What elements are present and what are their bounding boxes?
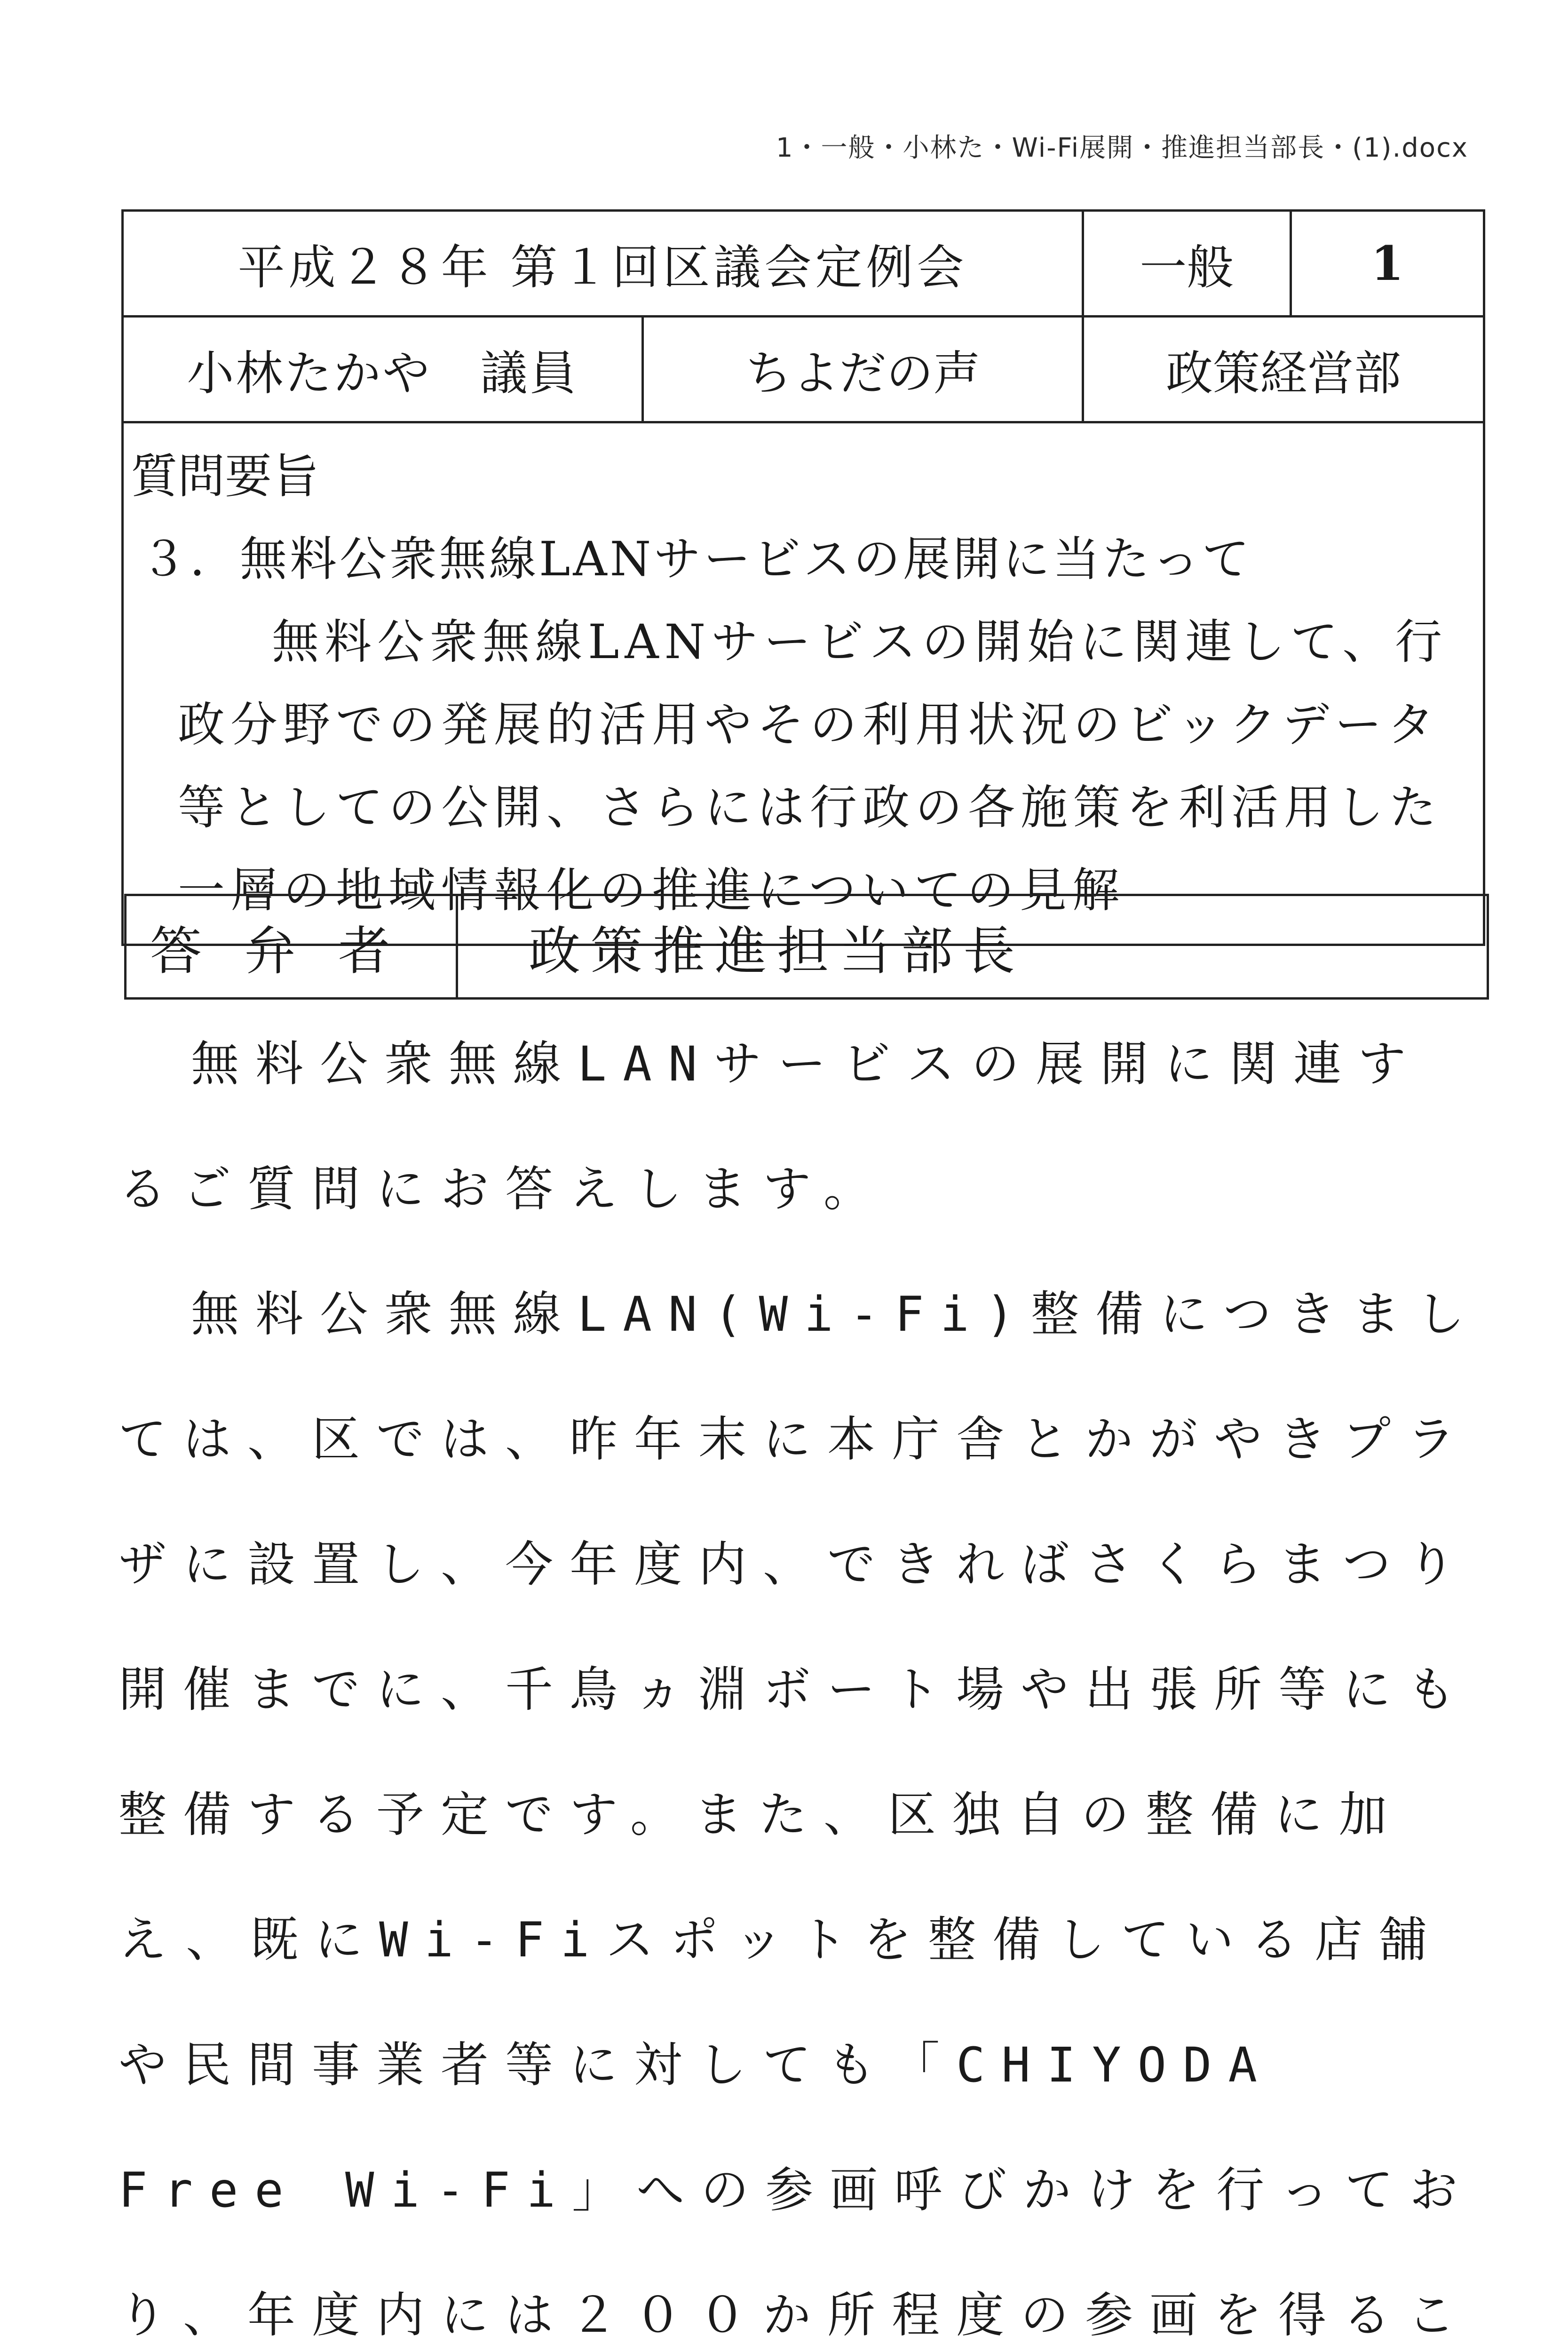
question-number: 1 (1291, 211, 1484, 317)
question-body: 無料公衆無線LANサービスの開始に関連して、行政分野での発展的活用やその利用状況のビックデータ等としての公開、さらには行政の各施策を利活用した一層の地域情報化の推進についての見解 (178, 614, 1448, 918)
answer-paragraph-2: 無料公衆無線LAN(Wi-Fi)整備につきましては、区では、昨年末に本庁舎とかがやきプラザに設置し、今年度内、できればさくらまつり開催までに、千鳥ヵ淵ボート場や出張所等にも整備する予定です。また、区独自の整備に加え、既にWi-Fiスポットを整備している店舗や民間事業者等に対しても「CHIYODA Free Wi-Fi」への参画呼びかけを行っており、年度内には２００か所程度の参画を得るこ (119, 1287, 1481, 2344)
question-table (121, 209, 1485, 946)
question-category: 一般 (1083, 211, 1291, 317)
questioner-row (123, 317, 1484, 422)
faction-name: ちよだの声 (642, 317, 1083, 422)
respondent-row (126, 895, 1488, 999)
header-row (123, 211, 1484, 317)
member-name: 小林たかや 議員 (123, 317, 643, 422)
file-name: 1・一般・小林た・Wi-Fi展開・推進担当部長・(1).docx (776, 133, 1468, 163)
question-summary-heading: 質問要旨 (131, 449, 319, 504)
session-title: 平成２８年 第１回区議会定例会 (123, 211, 1083, 317)
question-title: ３．無料公衆無線LANサービスの展開に当たって (140, 532, 1252, 587)
answer-paragraph-1: 無料公衆無線LANサービスの展開に関連するご質問にお答えします。 (119, 1036, 1423, 1217)
department-name: 政策経営部 (1083, 317, 1484, 422)
question-summary (123, 422, 1484, 945)
respondent-name: 政策推進担当部長 (457, 895, 1488, 999)
respondent-table (124, 894, 1489, 1000)
question-summary-row (123, 422, 1484, 945)
respondent-label: 答弁者 (126, 895, 457, 999)
answer-text (119, 1002, 1482, 2352)
